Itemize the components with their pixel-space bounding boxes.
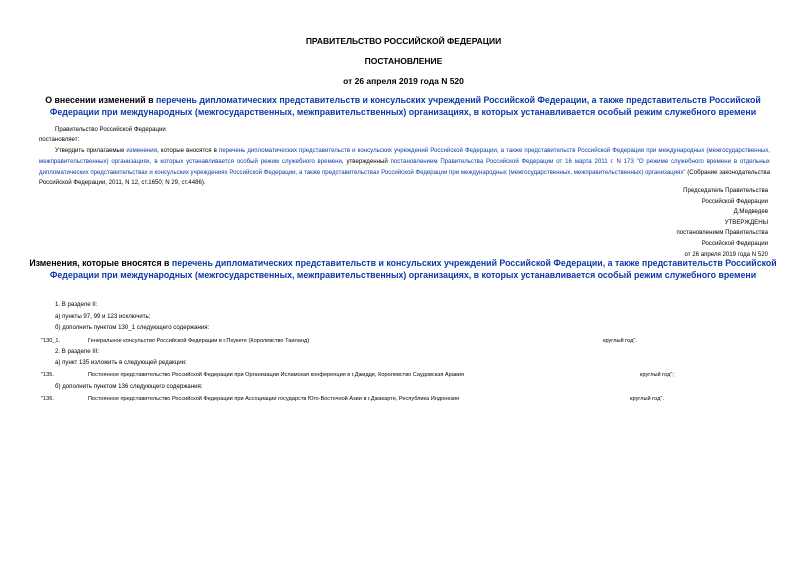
paragraph-text: Утвердить прилагаемые bbox=[55, 147, 127, 154]
list-link[interactable]: перечень дипломатических представительств и консульских учреждений Российской Федерации, а также представительств Российской Федерации при международных (межгосударственных, межправительственных) организациях, в которых устанавливается особый режим служебного времени bbox=[39, 147, 770, 165]
signature-name: Д.Медведев bbox=[733, 208, 768, 216]
government-heading: ПРАВИТЕЛЬСТВО РОССИЙСКОЙ ФЕДЕРАЦИИ bbox=[305, 36, 502, 46]
section-item-1b: б) дополнить пунктом 130_1 следующего содержания: bbox=[55, 324, 210, 331]
changes-title-prefix: Изменения, которые вносятся в bbox=[29, 258, 172, 268]
table-row-period: круглый год". bbox=[603, 338, 637, 344]
resolution-paragraph bbox=[39, 146, 770, 189]
document-type-heading: ПОСТАНОВЛЕНИЕ bbox=[364, 56, 443, 66]
resolution-link[interactable]: постановлением Правительства Российской Федерации от 16 марта 2011 г. N 173 "О режиме служебного времени в отдельных дипломатических представительствах и консульских учреждениях Российской Федерации, а также представительствах Российской Федерации при международных (межгосударственных, межправительственных) организациях" bbox=[39, 157, 770, 176]
table-row-text: Генеральное консульство Российской Федерации в г.Пхукете (Королевство Таиланд) bbox=[88, 338, 310, 344]
paragraph-text: (Собрание законодательства Российской Федерации, 2011, N 12, ст.1650; N 29, ст.4486). bbox=[39, 168, 770, 187]
section-item-2a: а) пункт 135 изложить в следующей редакции: bbox=[55, 359, 187, 366]
title-prefix: О внесении изменений в bbox=[45, 95, 156, 105]
paragraph-text: , утвержденный bbox=[341, 157, 391, 165]
document-title bbox=[28, 95, 778, 118]
approved-date: от 26 апреля 2019 года N 520 bbox=[684, 250, 768, 258]
section-item-1: 1. В разделе II: bbox=[55, 301, 98, 308]
table-row-period: круглый год". bbox=[630, 396, 664, 402]
intro-government: Правительство Российской Федерации bbox=[55, 126, 166, 133]
table-row-number: "130_1. bbox=[41, 338, 61, 344]
paragraph-text: , которые вносятся в bbox=[157, 147, 219, 154]
document-date-number: от 26 апреля 2019 года N 520 bbox=[343, 76, 464, 86]
table-row-text: Постоянное представительство Российской Федерации при Организации Исламская конференция в г.Джидде, Королевство Саудовская Аравия bbox=[88, 372, 464, 378]
changes-link[interactable]: изменения bbox=[126, 147, 158, 154]
table-row-text: Постоянное представительство Российской Федерации при Ассоциации государств Юго-Восточной Азии в г.Джакарте, Республика Индонезия bbox=[88, 396, 460, 402]
intro-resolves: постановляет: bbox=[39, 136, 80, 143]
table-row-period: круглый год"; bbox=[640, 372, 674, 378]
approved-by: постановлением Правительства bbox=[676, 229, 768, 237]
signature-position: Председатель Правительства bbox=[683, 187, 768, 194]
table-row-number: "135. bbox=[41, 372, 54, 378]
signature-country: Российской Федерации bbox=[701, 197, 768, 205]
section-item-2: 2. В разделе III: bbox=[55, 348, 100, 355]
section-item-2b: б) дополнить пунктом 136 следующего содержания: bbox=[55, 383, 203, 390]
approved-country: Российской Федерации bbox=[701, 239, 768, 247]
changes-title bbox=[28, 258, 778, 282]
section-item-1a: а) пункты 97, 99 и 123 исключить; bbox=[55, 313, 151, 320]
approved-label: УТВЕРЖДЕНЫ bbox=[724, 218, 768, 226]
title-link[interactable]: перечень дипломатических представительств и консульских учреждений Российской Федерации, а также представительств Российской Федерации при международных (межгосударственных, межправительственных) организациях, в которых устанавливается особый режим служебного времени bbox=[49, 95, 761, 117]
signature-block bbox=[676, 186, 768, 260]
changes-title-link[interactable]: перечень дипломатических представительств и консульских учреждений Российской Федерации, а также представительств Российской Федерации при международных (межгосударственных, межправительственных) организациях, в которых устанавливается особый режим служебного времени bbox=[49, 258, 777, 280]
table-row-number: "136. bbox=[41, 396, 54, 402]
